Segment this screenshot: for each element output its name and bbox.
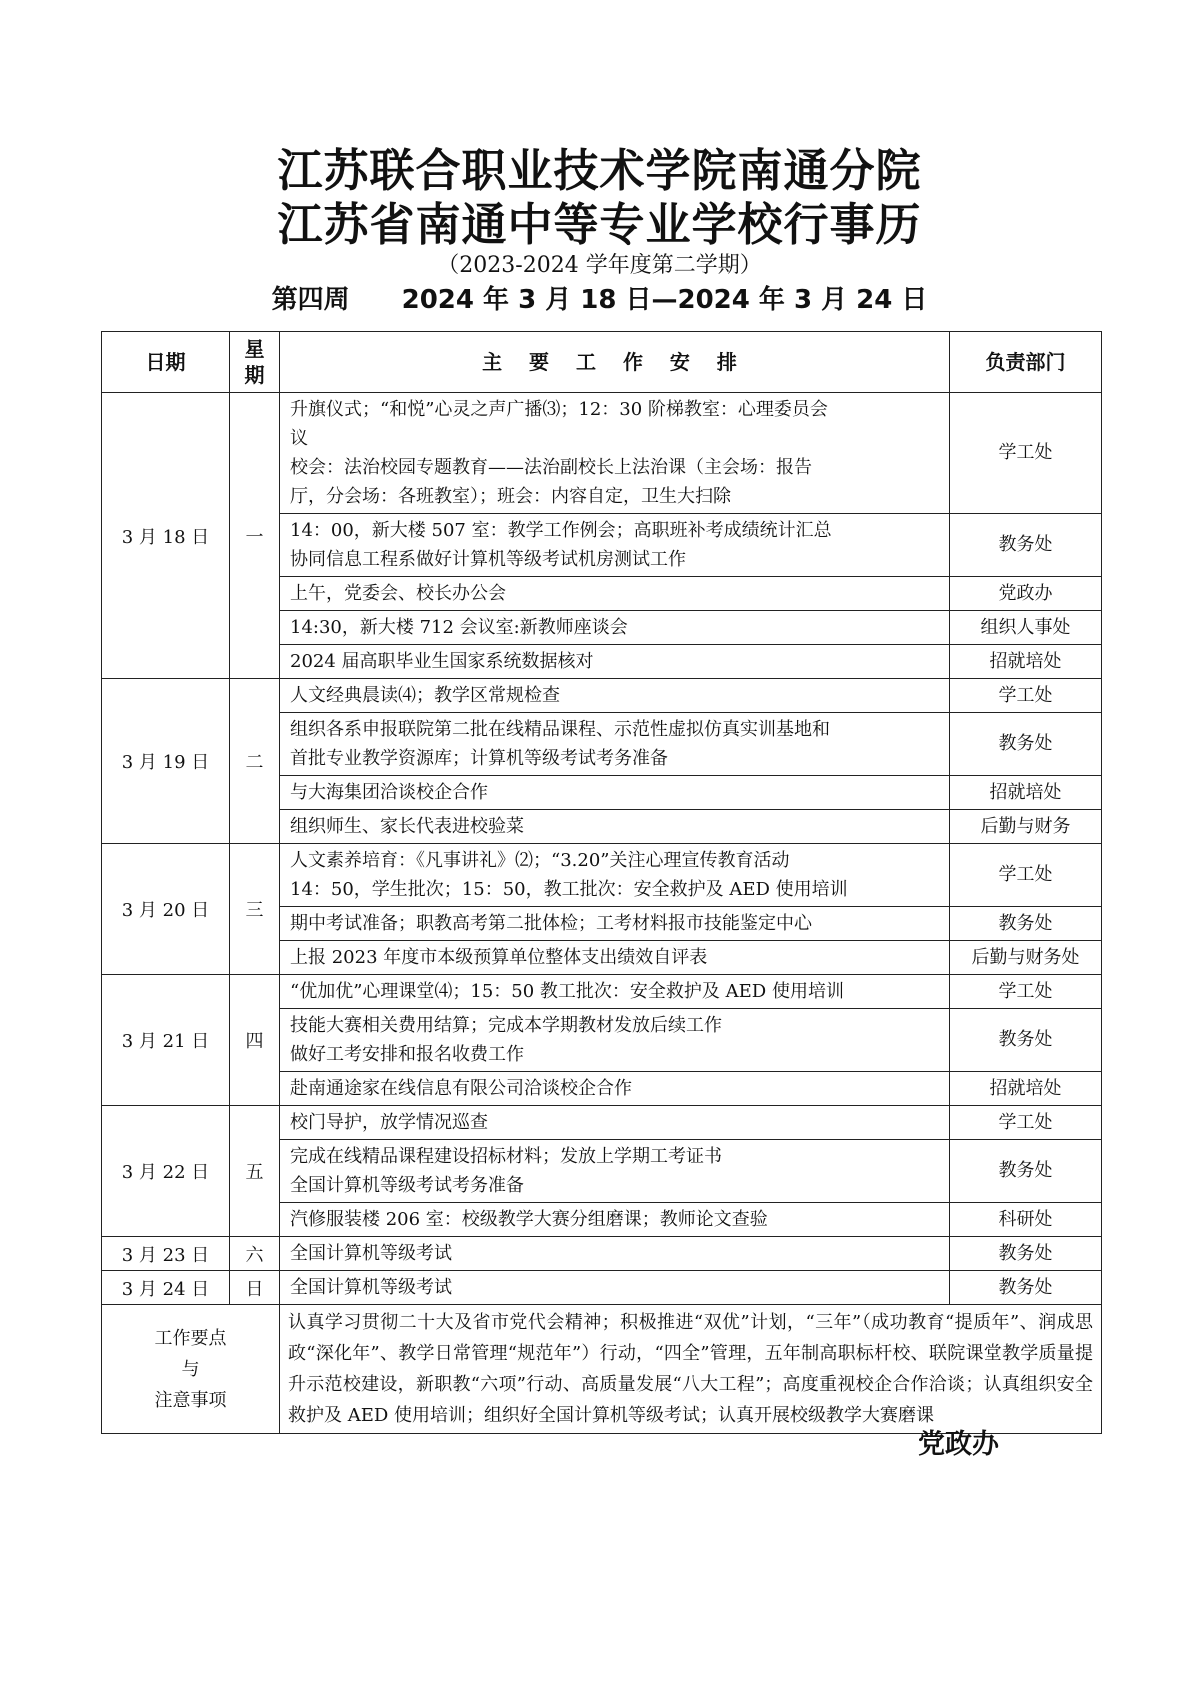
task-cell bbox=[280, 776, 950, 810]
task-cell bbox=[280, 1140, 950, 1203]
dept-cell: 招就培处 bbox=[950, 645, 1102, 679]
task-line: 与大海集团洽谈校企合作 bbox=[290, 782, 488, 803]
task-line: 期中考试准备；职教高考第二批体检；工考材料报市技能鉴定中心 bbox=[290, 913, 812, 934]
dept-cell: 教务处 bbox=[950, 907, 1102, 941]
header-date: 日期 bbox=[102, 332, 230, 393]
task-cell bbox=[280, 1203, 950, 1237]
day-weekday: 二 bbox=[230, 679, 280, 844]
task-cell bbox=[280, 810, 950, 844]
task-cell bbox=[280, 713, 950, 776]
day-weekday: 三 bbox=[230, 844, 280, 975]
notes-label-line: 工作要点 bbox=[154, 1327, 227, 1349]
table-row bbox=[102, 844, 1102, 907]
notes-label-line: 与 bbox=[181, 1358, 200, 1380]
week-label: 第四周 bbox=[271, 285, 350, 315]
day-date: 3 月 23 日 bbox=[102, 1237, 230, 1271]
dept-cell: 组织人事处 bbox=[950, 611, 1102, 645]
task-line: 2024 届高职毕业生国家系统数据核对 bbox=[290, 651, 594, 672]
notes-text: 认真学习贯彻二十大及省市党代会精神；积极推进“双优”计划，“三年”（成功教育“提质年”、润成思政“深化年”、教学日常管理“规范年”）行动，“四全”管理，五年制高职标杆校、联院课堂教学质量提升示范校建设，新职教“六项”行动、高质量发展“八大工程”；高度重视校企合作洽谈；认真组织安全救护及 AED 使用培训；组织好全国计算机等级考试；认真开展校级教学大赛磨课 bbox=[280, 1305, 1102, 1434]
day-date: 3 月 20 日 bbox=[102, 844, 230, 975]
dept-cell: 学工处 bbox=[950, 393, 1102, 514]
header-row bbox=[102, 332, 1102, 393]
task-cell bbox=[280, 611, 950, 645]
dept-cell: 招就培处 bbox=[950, 776, 1102, 810]
task-cell bbox=[280, 1009, 950, 1072]
table-row bbox=[102, 975, 1102, 1009]
table-row bbox=[102, 393, 1102, 514]
header-weekday: 星期 bbox=[230, 332, 280, 393]
day-date: 3 月 21 日 bbox=[102, 975, 230, 1106]
task-line: 全国计算机等级考试考务准备 bbox=[290, 1175, 524, 1196]
task-cell bbox=[280, 514, 950, 577]
task-line: 校会：法治校园专题教育——法治副校长上法治课（主会场：报告 bbox=[290, 457, 812, 478]
task-line: 汽修服装楼 206 室：校级教学大赛分组磨课；教师论文查验 bbox=[290, 1209, 768, 1230]
day-weekday: 五 bbox=[230, 1106, 280, 1237]
dept-cell: 学工处 bbox=[950, 1106, 1102, 1140]
dept-cell: 教务处 bbox=[950, 1237, 1102, 1271]
dept-cell: 学工处 bbox=[950, 844, 1102, 907]
notes-label bbox=[102, 1305, 280, 1434]
dept-cell: 学工处 bbox=[950, 679, 1102, 713]
task-line: 人文素养培育：《凡事讲礼》⑵；“3.20”关注心理宣传教育活动 bbox=[290, 850, 790, 871]
dept-cell: 学工处 bbox=[950, 975, 1102, 1009]
task-line: 14：00，新大楼 507 室：教学工作例会；高职班补考成绩统计汇总 bbox=[290, 520, 832, 541]
task-line: 校门导护，放学情况巡查 bbox=[290, 1112, 488, 1133]
day-date: 3 月 18 日 bbox=[102, 393, 230, 679]
table-row bbox=[102, 1237, 1102, 1271]
table-row bbox=[102, 1106, 1102, 1140]
task-line: 首批专业教学资源库；计算机等级考试考务准备 bbox=[290, 748, 668, 769]
day-weekday: 六 bbox=[230, 1237, 280, 1271]
task-line: 技能大赛相关费用结算；完成本学期教材发放后续工作 bbox=[290, 1015, 722, 1036]
task-cell bbox=[280, 1271, 950, 1305]
dept-cell: 教务处 bbox=[950, 1009, 1102, 1072]
task-line: 做好工考安排和报名收费工作 bbox=[290, 1044, 524, 1065]
task-line: 完成在线精品课程建设招标材料；发放上学期工考证书 bbox=[290, 1146, 722, 1167]
task-line: 全国计算机等级考试 bbox=[290, 1277, 452, 1298]
header-task: 主 要 工 作 安 排 bbox=[280, 332, 950, 393]
signature: 党政办 bbox=[918, 1429, 999, 1460]
task-line: 人文经典晨读⑷；教学区常规检查 bbox=[290, 685, 560, 706]
dept-cell: 党政办 bbox=[950, 577, 1102, 611]
day-date: 3 月 24 日 bbox=[102, 1271, 230, 1305]
task-line: 上报 2023 年度市本级预算单位整体支出绩效自评表 bbox=[290, 947, 708, 968]
task-line: 厅，分会场：各班教室）；班会：内容自定，卫生大扫除 bbox=[290, 486, 731, 507]
dept-cell: 后勤与财务处 bbox=[950, 941, 1102, 975]
table-row bbox=[102, 1271, 1102, 1305]
dept-cell: 科研处 bbox=[950, 1203, 1102, 1237]
task-line: 协同信息工程系做好计算机等级考试机房测试工作 bbox=[290, 549, 686, 570]
task-cell bbox=[280, 393, 950, 514]
task-line: 升旗仪式；“和悦”心灵之声广播⑶；12：30 阶梯教室：心理委员会 bbox=[290, 399, 828, 420]
task-line: 上午，党委会、校长办公会 bbox=[290, 583, 506, 604]
task-cell bbox=[280, 907, 950, 941]
header-dept: 负责部门 bbox=[950, 332, 1102, 393]
task-line: 14：50，学生批次；15：50，教工批次：安全救护及 AED 使用培训 bbox=[290, 879, 848, 900]
day-weekday: 日 bbox=[230, 1271, 280, 1305]
task-cell bbox=[280, 1072, 950, 1106]
dept-cell: 教务处 bbox=[950, 1140, 1102, 1203]
dept-cell: 后勤与财务 bbox=[950, 810, 1102, 844]
dept-cell: 招就培处 bbox=[950, 1072, 1102, 1106]
schedule-body bbox=[102, 393, 1102, 1434]
title-line-2: 江苏省南通中等专业学校行事历 bbox=[277, 198, 922, 251]
dept-cell: 教务处 bbox=[950, 713, 1102, 776]
task-cell bbox=[280, 645, 950, 679]
task-line: 赴南通途家在线信息有限公司洽谈校企合作 bbox=[290, 1078, 632, 1099]
task-cell bbox=[280, 577, 950, 611]
day-weekday: 四 bbox=[230, 975, 280, 1106]
task-cell bbox=[280, 1237, 950, 1271]
date-range: 2024 年 3 月 18 日—2024 年 3 月 24 日 bbox=[401, 285, 928, 315]
dept-cell: 教务处 bbox=[950, 1271, 1102, 1305]
task-line: 组织各系申报联院第二批在线精品课程、示范性虚拟仿真实训基地和 bbox=[290, 719, 830, 740]
notes-row bbox=[102, 1305, 1102, 1434]
task-cell bbox=[280, 844, 950, 907]
semester-subtitle: （2023-2024 学年度第二学期） bbox=[437, 253, 762, 278]
task-line: 议 bbox=[290, 428, 308, 449]
task-cell bbox=[280, 941, 950, 975]
table-row bbox=[102, 679, 1102, 713]
day-weekday: 一 bbox=[230, 393, 280, 679]
notes-label-line: 注意事项 bbox=[154, 1389, 227, 1411]
title-line-1: 江苏联合职业技术学院南通分院 bbox=[277, 144, 922, 197]
task-line: “优加优”心理课堂⑷；15：50 教工批次：安全救护及 AED 使用培训 bbox=[290, 981, 844, 1002]
schedule-table bbox=[101, 331, 1102, 1434]
task-line: 全国计算机等级考试 bbox=[290, 1243, 452, 1264]
week-line bbox=[0, 283, 1199, 317]
task-line: 14:30，新大楼 712 会议室:新教师座谈会 bbox=[290, 617, 628, 638]
task-line: 组织师生、家长代表进校验菜 bbox=[290, 816, 524, 837]
task-cell bbox=[280, 679, 950, 713]
task-cell bbox=[280, 975, 950, 1009]
day-date: 3 月 22 日 bbox=[102, 1106, 230, 1237]
day-date: 3 月 19 日 bbox=[102, 679, 230, 844]
dept-cell: 教务处 bbox=[950, 514, 1102, 577]
task-cell bbox=[280, 1106, 950, 1140]
